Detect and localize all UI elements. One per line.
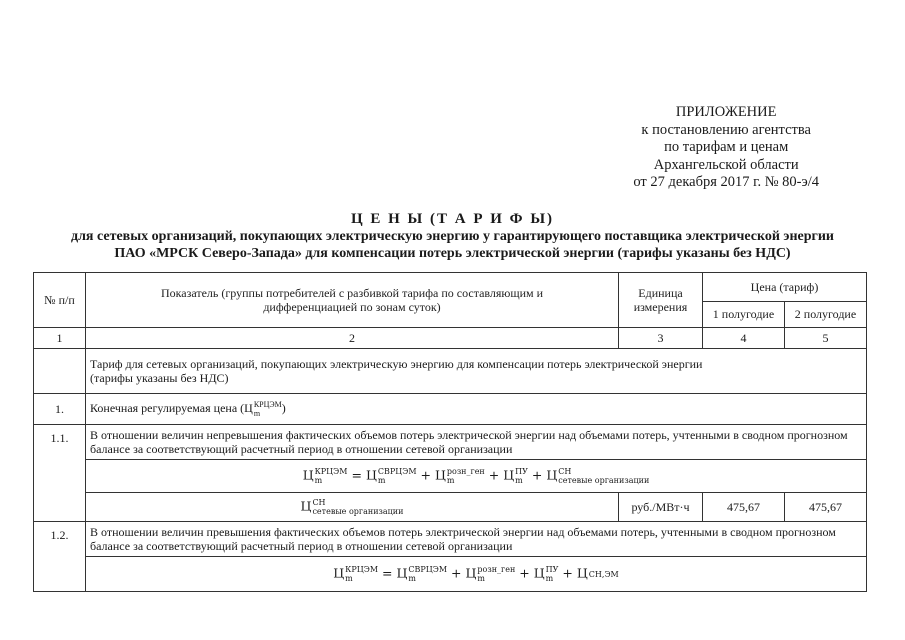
formula-row [34,557,867,592]
table-row [34,425,867,460]
table-row [34,522,867,557]
section-title: Тариф для сетевых организаций, покупающих электрическую энергию для компенсации потерь электрической энергии (тарифы указаны без НДС) [86,349,867,394]
document-title: Ц Е Н Ы (Т А Р И Ф Ы) [350,211,555,227]
price-half1: 475,67 [703,493,785,522]
table-header-row [34,273,867,302]
document-title-block [0,210,905,262]
price-unit: руб./МВт·ч [619,493,703,522]
col-number: 3 [619,328,703,349]
section-row [34,349,867,394]
appendix-date: от 27 декабря 2017 г. № 80-э/4 [633,174,819,190]
table-row [34,394,867,425]
col-number: 2 [86,328,619,349]
appendix-line: по тарифам и ценам [664,139,789,155]
price-half2: 475,67 [785,493,867,522]
header-indicator: Показатель (группы потребителей с разбивкой тарифа по составляющим и дифференциацией по зонам суток) [86,273,619,328]
header-price: Цена (тариф) [703,273,867,302]
row-description: В отношении величин непревышения фактических объемов потерь электрической энергии над объемами потерь, учтенными в сводном прогнозном балансе за соответствующий расчетный период в отношении сетевой организации [86,425,867,460]
header-num: № п/п [34,273,86,328]
price-indicator: Ц СН сетевые организации [86,493,619,522]
formula-row [34,460,867,493]
header-half1: 1 полугодие [703,301,785,327]
appendix-title: ПРИЛОЖЕНИЕ [675,104,777,120]
row-description: В отношении величин превышения фактических объемов потерь электрической энергии над объемами потерь, учтенными в сводном прогнозном балансе за соответствующий расчетный период в отношении сетевой организации [86,522,867,557]
formula: Ц КРЦЭМ m = Ц СВРЦЭМ m + Ц розн_ген m + Ц ПУ m + Ц СН,ЭМ [86,557,867,592]
tariff-table [33,272,867,592]
formula: Ц КРЦЭМ m = Ц СВРЦЭМ m + Ц розн_ген m + Ц ПУ m + Ц СН сетевые организации [86,460,867,493]
appendix-line: Архангельской области [653,156,799,173]
document-subtitle: для сетевых организаций, покупающих электрическую энергию у гарантирующего поставщика электрической энергии [70,229,834,244]
document-subtitle: ПАО «МРСК Северо-Запада» для компенсации потерь электрической энергии (тарифы указаны без НДС) [114,246,791,261]
price-row [34,493,867,522]
header-half2: 2 полугодие [785,301,867,327]
row-num: 1.1. [34,425,86,522]
col-number: 4 [703,328,785,349]
col-number: 1 [34,328,86,349]
column-number-row [34,328,867,349]
row-num: 1.2. [34,522,86,592]
appendix-line: к постановлению агентства [641,121,811,138]
col-number: 5 [785,328,867,349]
row-label: Конечная регулируемая цена (Ц КРЦЭМ m ) [86,394,867,425]
appendix-block [633,104,819,192]
section-num-cell [34,349,86,394]
header-unit: Единица измерения [619,273,703,328]
row-num: 1. [34,394,86,425]
